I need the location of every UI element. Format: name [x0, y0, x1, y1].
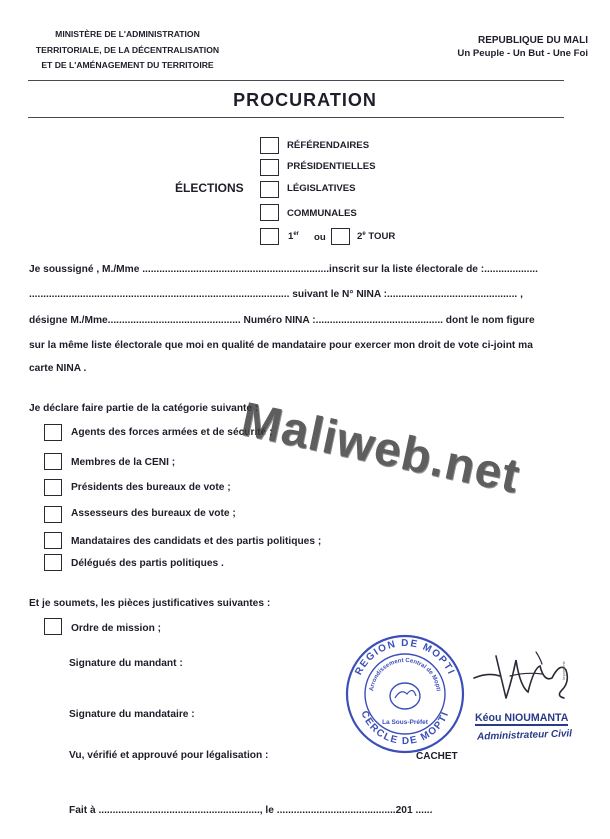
- signature-mandataire-label: Signature du mandataire :: [69, 709, 195, 720]
- first-tour-checkbox[interactable]: [260, 228, 279, 245]
- category-checkbox-presidents[interactable]: [44, 479, 62, 496]
- category-checkbox-assesseurs[interactable]: [44, 506, 62, 523]
- ordre-mission-label: Ordre de mission ;: [71, 623, 162, 634]
- body-line-5: carte NINA .: [29, 363, 87, 374]
- category-heading: Je déclare faire partie de la catégorie suivante :: [29, 403, 259, 414]
- body-line-4: sur la même liste électorale que moi en qualité de mandataire pour exercer mon droit de vote ci-joint ma: [29, 340, 533, 351]
- second-tour-checkbox[interactable]: [331, 228, 350, 245]
- stamp-center-text: La Sous-Préfet: [382, 719, 428, 726]
- communales-checkbox[interactable]: [260, 204, 279, 221]
- ministry-line-1: MINISTÈRE DE L'ADMINISTRATION: [55, 29, 200, 39]
- svg-text:REGION DE MOPTI: [353, 638, 456, 677]
- elections-label: ÉLECTIONS: [175, 181, 244, 195]
- republic-header: [418, 34, 588, 60]
- category-label-ceni: Membres de la CENI ;: [71, 457, 176, 468]
- category-label-presidents: Présidents des bureaux de vote ;: [71, 482, 231, 493]
- stamp-inner-text: Arrondissement Central de Mopti: [369, 657, 441, 692]
- category-label-assesseurs: Assesseurs des bureaux de vote ;: [71, 508, 236, 519]
- ordre-mission-checkbox[interactable]: [44, 618, 62, 635]
- category-checkbox-forces[interactable]: [44, 424, 62, 441]
- body-line-2: ............................................................................................ suivant le N° NINA :.............................................. ,: [29, 289, 523, 300]
- ministry-line-2: TERRITORIALE, DE LA DÉCENTRALISATION: [35, 44, 220, 55]
- documents-heading: Et je soumets, les pièces justificatives suivantes :: [29, 598, 271, 609]
- title-divider: [28, 117, 564, 118]
- category-label-forces: Agents des forces armées et de sécurité ;: [71, 427, 273, 438]
- cachet-label: CACHET: [416, 751, 458, 762]
- republic-motto: Un Peuple - Un But - Une Foi: [457, 48, 588, 59]
- body-line-3: désigne M./Mme............................................... Numéro NINA :............................................. dont le nom figure: [29, 315, 535, 326]
- signature-mandant-label: Signature du mandant :: [69, 658, 183, 669]
- header-divider: [28, 80, 564, 81]
- presidentielles-checkbox[interactable]: [260, 159, 279, 176]
- second-tour-label: 2e TOUR: [357, 231, 396, 243]
- legalisation-label: Vu, vérifié et approuvé pour légalisation :: [69, 750, 269, 761]
- official-name: Kéou NIOUMANTA: [475, 712, 569, 724]
- category-label-mandataires: Mandataires des candidats et des partis politiques ;: [71, 536, 322, 547]
- body-line-1: Je soussigné , M./Mme ..................................................................inscrit sur la liste électorale de :...................: [29, 264, 538, 275]
- tour-or-label: ou: [314, 232, 326, 243]
- watermark: Maliweb.net: [236, 392, 525, 504]
- communales-label: COMMUNALES: [287, 208, 357, 219]
- page-title: PROCURATION: [233, 90, 377, 110]
- category-checkbox-ceni[interactable]: [44, 453, 62, 470]
- referendaires-checkbox[interactable]: [260, 137, 279, 154]
- referendaires-label: RÉFÉRENDAIRES: [287, 140, 370, 151]
- stamp-bottom-text: CERCLE DE MOPTI: [358, 709, 452, 748]
- legislatives-label: LÉGISLATIVES: [287, 183, 356, 194]
- category-label-delegues: Délégués des partis politiques .: [71, 558, 224, 569]
- presidentielles-label: PRÉSIDENTIELLES: [287, 161, 376, 172]
- category-checkbox-mandataires[interactable]: [44, 532, 62, 549]
- category-checkbox-delegues[interactable]: [44, 554, 62, 571]
- ministry-line-3: ET DE L'AMÉNAGEMENT DU TERRITOIRE: [41, 60, 214, 70]
- place-date-line: Fait à ........................................................., le ..........................................201 ......: [69, 805, 433, 816]
- stamp-outer-text: REGION DE MOPTI: [353, 637, 457, 678]
- legislatives-checkbox[interactable]: [260, 181, 279, 198]
- republic-name: REPUBLIQUE DU MALI: [478, 35, 588, 46]
- first-tour-label: 1er: [288, 231, 300, 243]
- ministry-header: [20, 27, 235, 74]
- official-role: Administrateur Civil: [476, 728, 573, 743]
- official-stamp: [343, 632, 467, 756]
- printer-reference: Imprimerie: [561, 661, 566, 680]
